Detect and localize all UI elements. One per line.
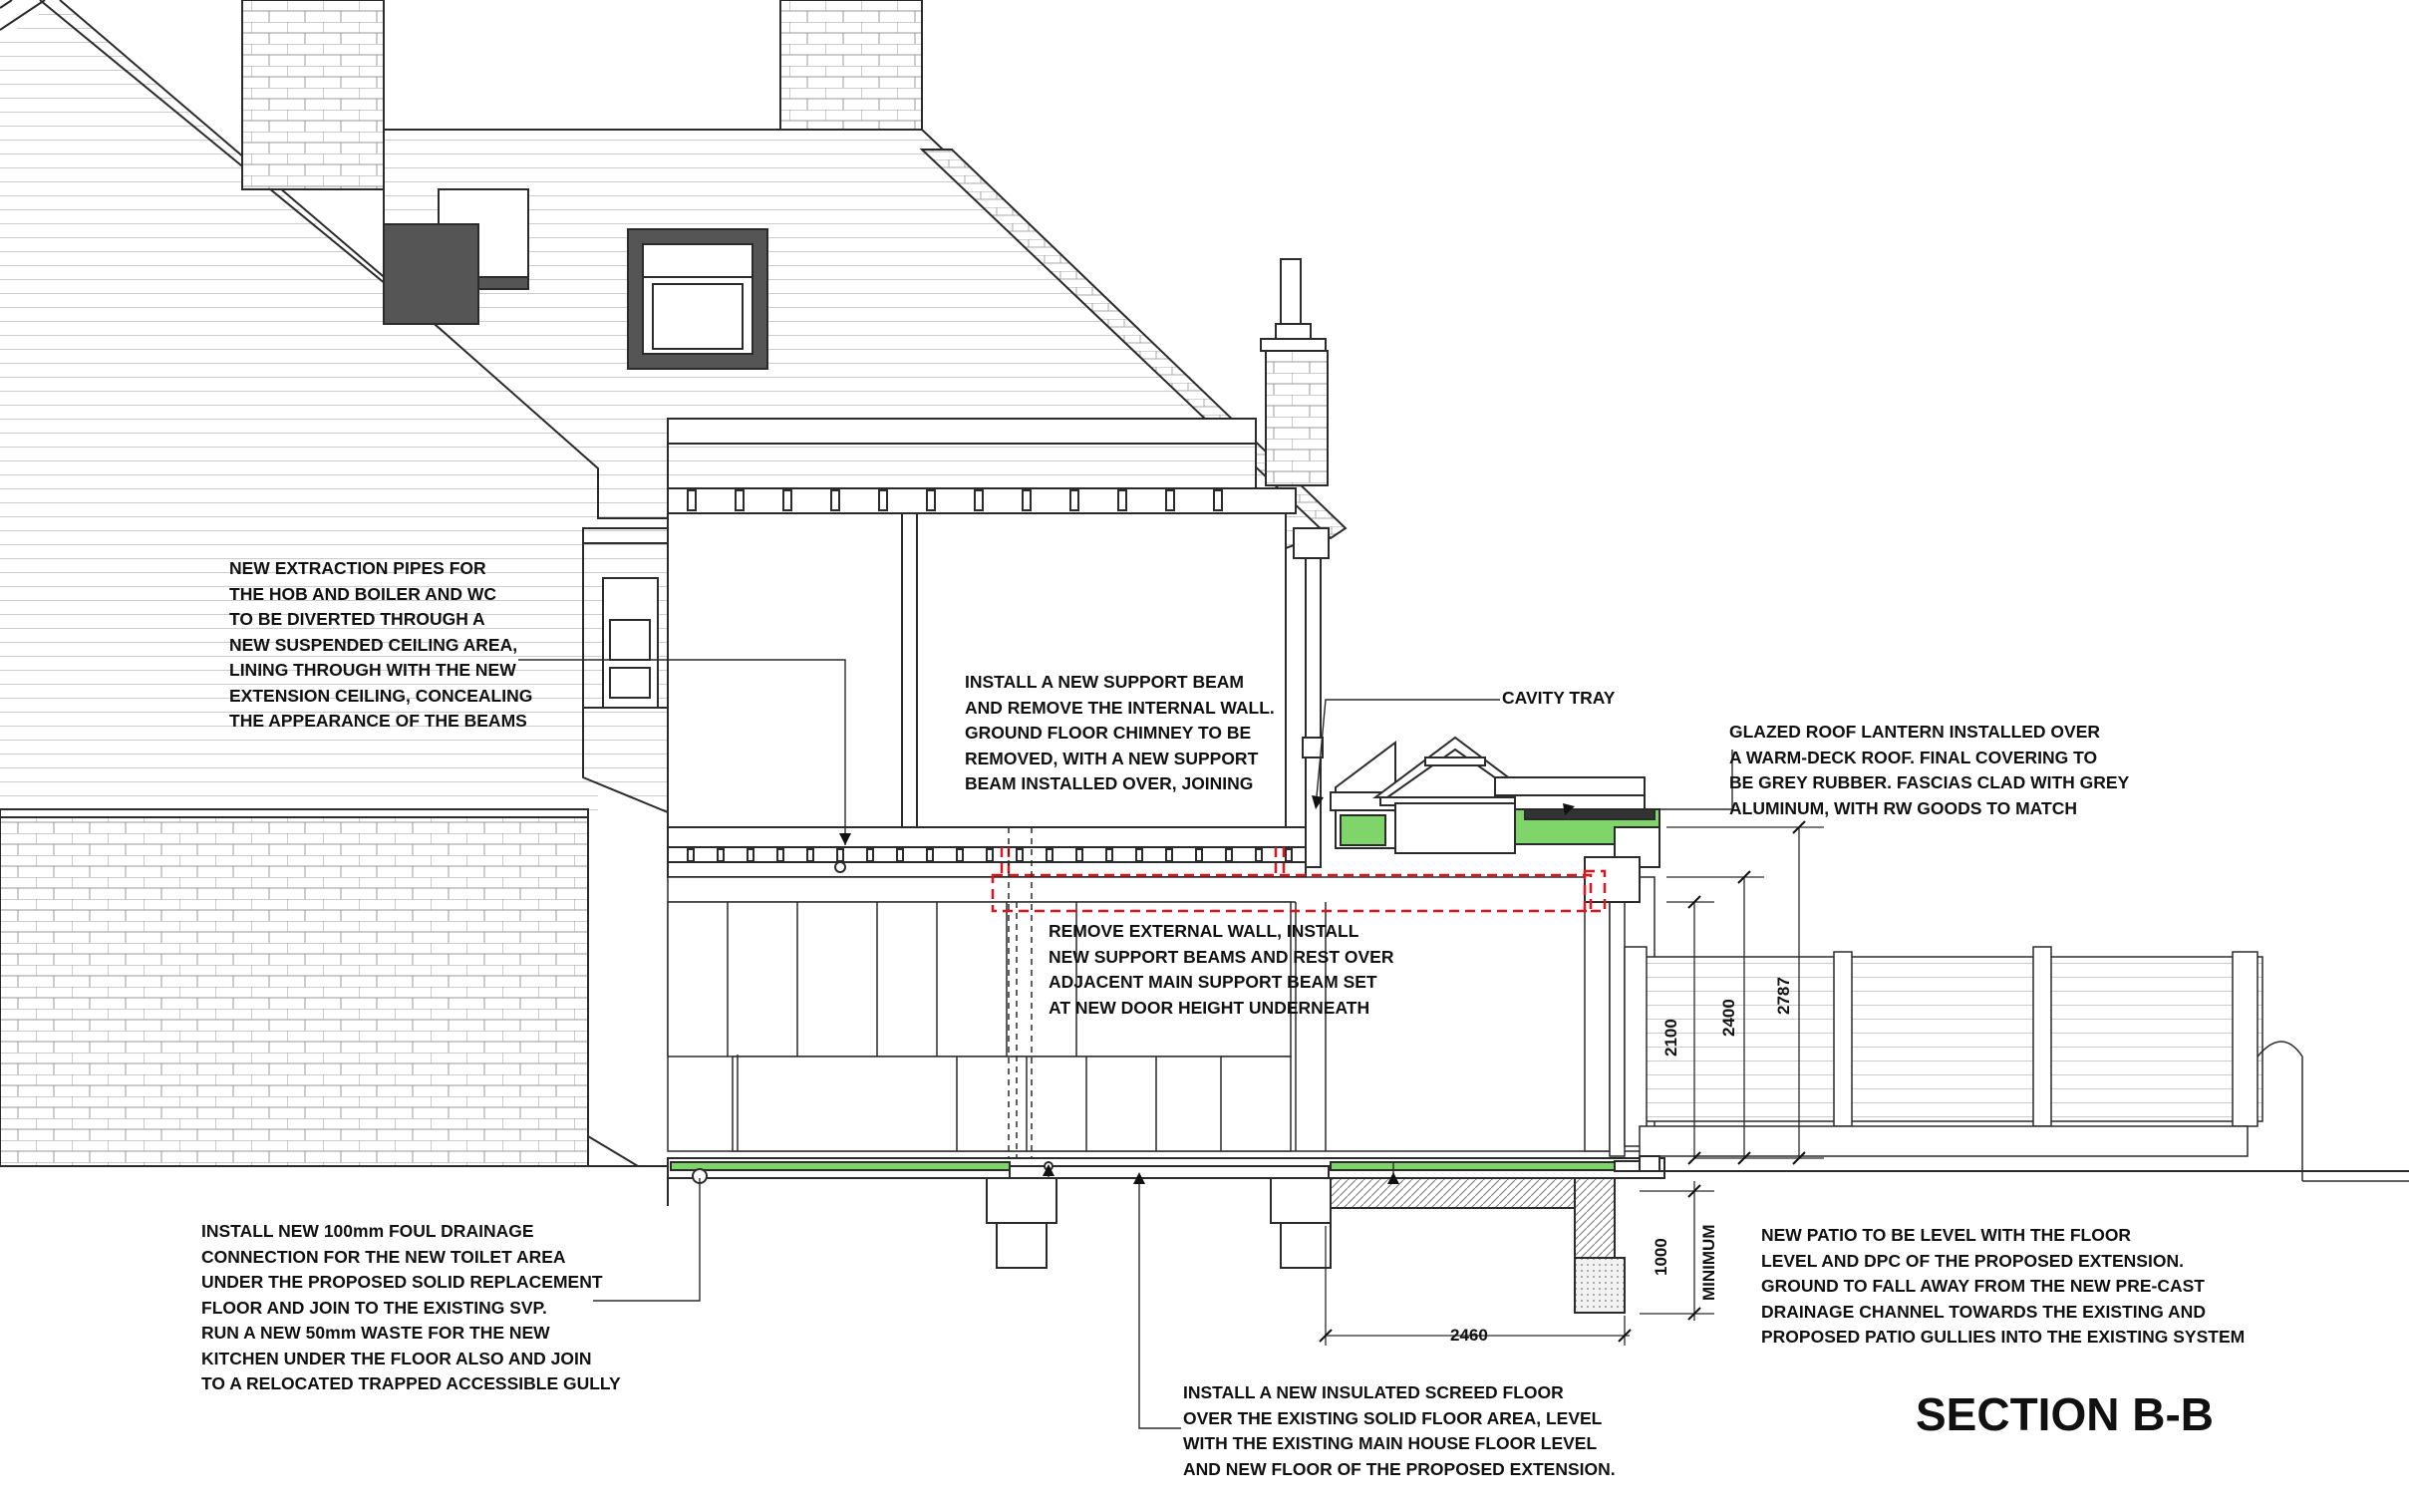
joist-tick — [1017, 849, 1023, 861]
rafter-tick — [1166, 490, 1174, 510]
rafter-tick — [1023, 490, 1031, 510]
joist-tick — [1076, 849, 1082, 861]
note-screed-floor: INSTALL A NEW INSULATED SCREED FLOOR OVER THE EXISTING SOLID FLOOR AREA, LEVEL WITH THE EXISTING MAIN HOUSE FLOOR LEVEL AND NEW FLOOR OF THE PROPOSED EXTENSION. — [1183, 1382, 1616, 1479]
side-gable — [583, 528, 668, 812]
rafter-tick — [927, 490, 935, 510]
joist-tick — [1286, 849, 1292, 861]
rafter-tick — [783, 490, 791, 510]
rafter-tick — [688, 490, 696, 510]
rafter-tick — [1118, 490, 1126, 510]
note-patio: NEW PATIO TO BE LEVEL WITH THE FLOOR LEVEL AND DPC OF THE PROPOSED EXTENSION. GROUND TO FALL AWAY FROM THE NEW PRE-CAST DRAINAGE CHANNEL TOWARDS THE EXISTING AND PROPOSED PATIO GULLIES INTO THE EXISTING SYSTEM — [1761, 1225, 2246, 1347]
rafter-tick — [1070, 490, 1078, 510]
rafter-tick — [879, 490, 887, 510]
joist-tick — [1106, 849, 1112, 861]
garden-fence — [1625, 947, 2409, 1181]
joist-tick — [1226, 849, 1232, 861]
joist-tick — [718, 849, 724, 861]
dim-2400: 2400 — [1719, 999, 1738, 1037]
rafter-tick — [831, 490, 839, 510]
joist-tick — [897, 849, 903, 861]
joist-tick — [688, 849, 694, 861]
joist-tick — [1166, 849, 1172, 861]
joist-tick — [807, 849, 813, 861]
joist-tick — [867, 849, 873, 861]
dim-2460: 2460 — [1450, 1326, 1488, 1345]
note-drainage: INSTALL NEW 100mm FOUL DRAINAGE CONNECTION FOR THE NEW TOILET AREA UNDER THE PROPOSED SOLID REPLACEMENT FLOOR AND JOIN TO THE EXISTING SVP. RUN A NEW 50mm WASTE FOR THE NEW KITCHEN UNDER THE FLOOR ALSO AND JOIN TO A RELOCATED TRAPPED ACCESSIBLE GULLY — [201, 1221, 621, 1393]
rafter-tick — [736, 490, 744, 510]
joist-tick — [1136, 849, 1142, 861]
rafter-tick — [975, 490, 983, 510]
joist-tick — [987, 849, 993, 861]
section-title: SECTION B-B — [1916, 1388, 2214, 1440]
joist-tick — [1256, 849, 1262, 861]
dim-minimum: MINIMUM — [1699, 1224, 1718, 1301]
note-support-beam: INSTALL A NEW SUPPORT BEAM AND REMOVE THE INTERNAL WALL. GROUND FLOOR CHIMNEY TO BE REMOVED, WITH A NEW SUPPORT BEAM INSTALLED OVER, JOINING — [965, 672, 1275, 793]
rafter-tick — [1214, 490, 1222, 510]
dim-2787: 2787 — [1774, 977, 1793, 1015]
joist-tick — [837, 849, 843, 861]
note-extraction-pipes: NEW EXTRACTION PIPES FOR THE HOB AND BOILER AND WC TO BE DIVERTED THROUGH A NEW SUSPENDED CEILING AREA, LINING THROUGH WITH THE NEW EXTENSION CEILING, CONCEALING THE APPEARANCE OF THE BEAMS — [229, 558, 533, 731]
joist-tick — [1196, 849, 1202, 861]
dim-1000: 1000 — [1652, 1238, 1670, 1276]
note-roof-lantern: GLAZED ROOF LANTERN INSTALLED OVER A WARM-DECK ROOF. FINAL COVERING TO BE GREY RUBBER. FASCIAS CLAD WITH GREY ALUMINUM, WITH RW GOODS TO MATCH — [1729, 722, 2130, 818]
joist-tick — [777, 849, 783, 861]
note-external-wall: REMOVE EXTERNAL WALL, INSTALL NEW SUPPORT BEAMS AND REST OVER ADJACENT MAIN SUPPORT BEAM SET AT NEW DOOR HEIGHT UNDERNEATH — [1049, 921, 1394, 1018]
joist-tick — [957, 849, 963, 861]
joist-tick — [927, 849, 933, 861]
dim-2100: 2100 — [1661, 1019, 1680, 1057]
joist-ticks — [688, 849, 1292, 861]
note-cavity-tray: CAVITY TRAY — [1502, 688, 1616, 708]
joist-tick — [1047, 849, 1053, 861]
joist-tick — [748, 849, 753, 861]
